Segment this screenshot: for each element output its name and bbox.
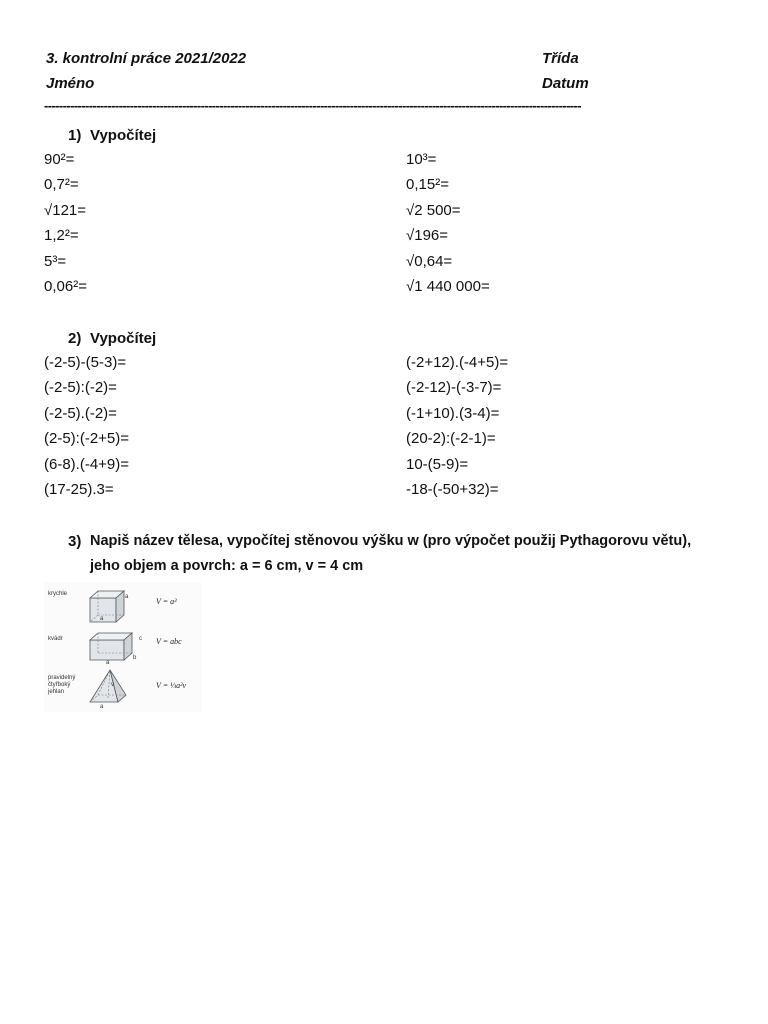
section3-number: 3) <box>68 533 82 550</box>
section2-number: 2) <box>68 330 82 347</box>
exercise-1-right-2: 0,15²= <box>406 176 449 193</box>
pyramid-label-3: jehlan <box>48 689 65 695</box>
exercise-2-left-6: (17-25).3= <box>44 481 114 498</box>
exercise-2-right-5: 10-(5-9)= <box>406 456 469 473</box>
divider-line: ------------------------------------------------------------------------------------------------------------------------------------------------ <box>44 98 581 113</box>
cube-edge-label: a <box>125 594 129 600</box>
test-title: 3. kontrolní práce 2021/2022 <box>46 50 247 67</box>
cube-base-label: a <box>100 616 104 622</box>
exercise-1-right-3: √2 500= <box>406 202 461 219</box>
pyramid-height-label: v <box>111 682 114 688</box>
cuboid-edge-a: a <box>106 660 110 666</box>
section3-text-line2: jeho objem a povrch: a = 6 cm, v = 4 cm <box>90 558 364 574</box>
class-label: Třída <box>542 50 579 67</box>
exercise-2-left-1: (-2-5)-(5-3)= <box>44 354 127 371</box>
cube-formula: V = a³ <box>156 597 177 606</box>
exercise-1-left-1: 90²= <box>44 151 75 168</box>
exercise-2-left-5: (6-8).(-4+9)= <box>44 456 130 473</box>
exercise-2-left-3: (-2-5).(-2)= <box>44 405 117 422</box>
cuboid-formula: V = abc <box>156 637 182 646</box>
exercise-2-right-4: (20-2):(-2-1)= <box>406 430 496 447</box>
exercise-1-right-4: √196= <box>406 227 449 244</box>
exercise-2-right-2: (-2-12)-(-3-7)= <box>406 379 502 396</box>
pyramid-label-1: pravidelný <box>48 675 76 681</box>
cuboid-label: kvádr <box>48 636 63 642</box>
cube-icon <box>86 586 136 628</box>
exercise-1-right-6: √1 440 000= <box>406 278 490 295</box>
exercise-2-left-4: (2-5):(-2+5)= <box>44 430 130 447</box>
section1-number: 1) <box>68 127 82 144</box>
cuboid-edge-c: c <box>139 636 142 642</box>
pyramid-label-2: čtyřboký <box>48 682 71 688</box>
exercise-1-right-1: 10³= <box>406 151 437 168</box>
name-label: Jméno <box>46 75 95 92</box>
exercise-2-right-6: -18-(-50+32)= <box>406 481 499 498</box>
section1-title: Vypočítej <box>90 127 157 144</box>
exercise-2-right-1: (-2+12).(-4+5)= <box>406 354 509 371</box>
cuboid-edge-b: b <box>133 655 137 661</box>
exercise-1-left-5: 5³= <box>44 253 67 270</box>
exercise-1-right-5: √0,64= <box>406 253 453 270</box>
exercise-1-left-6: 0,06²= <box>44 278 87 295</box>
cube-label: krychle <box>48 591 68 597</box>
exercise-1-left-3: √121= <box>44 202 87 219</box>
exercise-1-left-2: 0,7²= <box>44 176 79 193</box>
exercise-2-right-3: (-1+10).(3-4)= <box>406 405 500 422</box>
pyramid-formula: V = ⅓a²v <box>156 681 187 690</box>
solids-figure <box>44 582 202 712</box>
section2-title: Vypočítej <box>90 330 157 347</box>
pyramid-edge-label: a <box>100 704 104 710</box>
exercise-1-left-4: 1,2²= <box>44 227 79 244</box>
exercise-2-left-2: (-2-5):(-2)= <box>44 379 117 396</box>
date-label: Datum <box>542 75 589 92</box>
section3-text-line1: Napiš název tělesa, vypočítej stěnovou výšku w (pro výpočet použij Pythagorovu větu), <box>90 533 692 549</box>
